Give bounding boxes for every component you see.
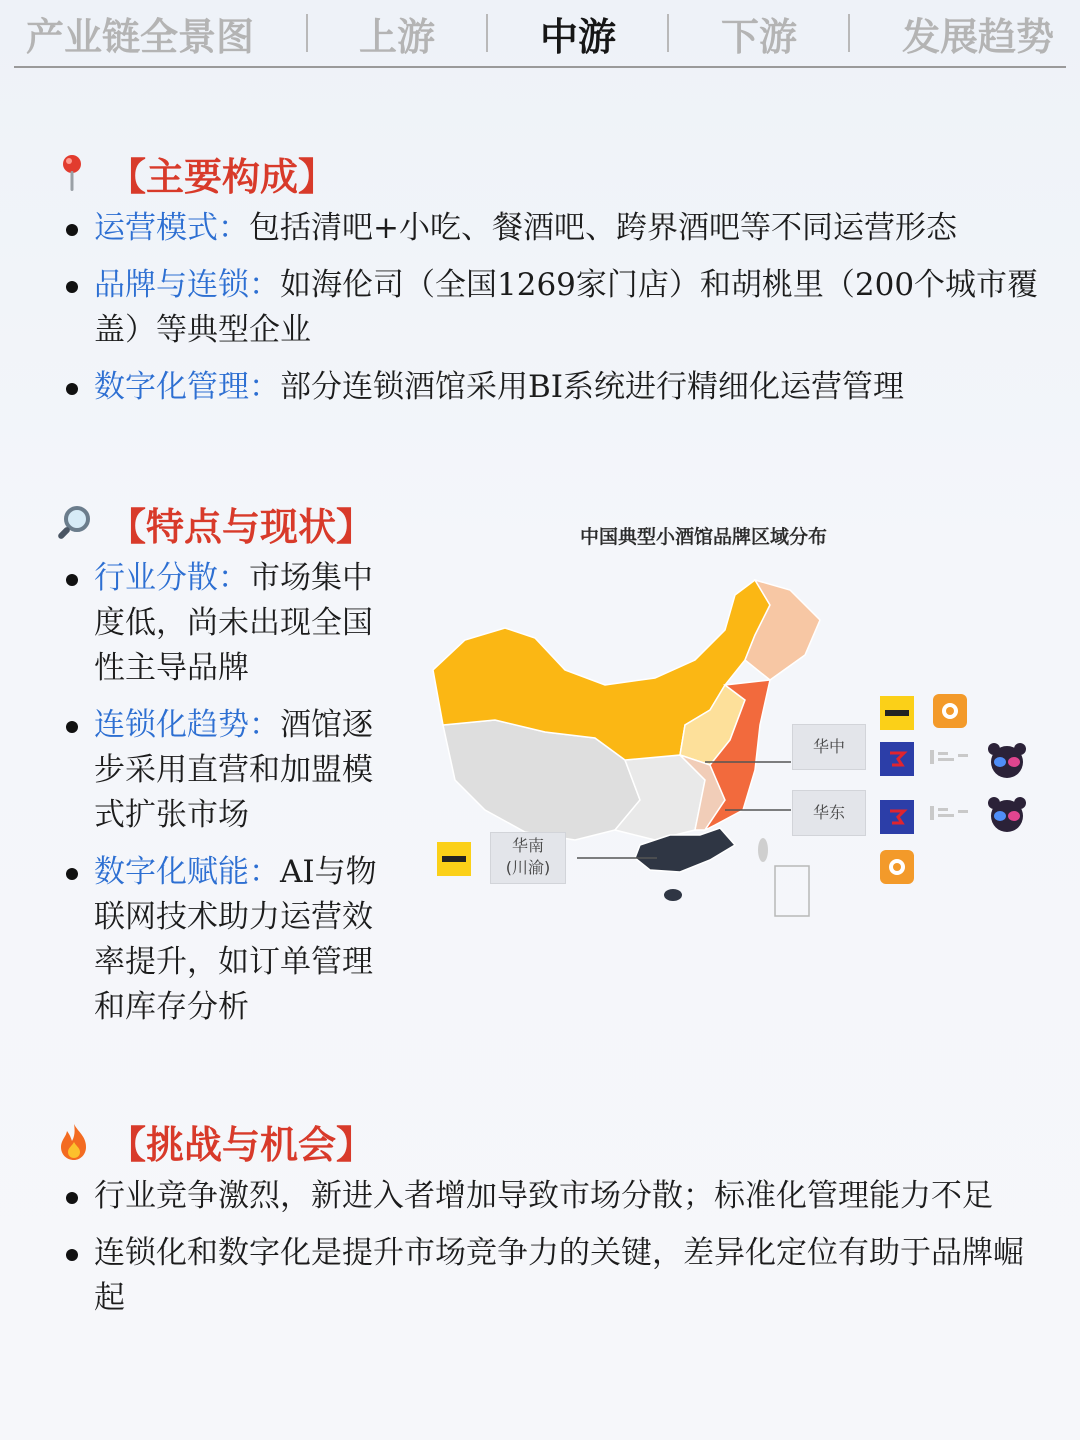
- bullet-keyword: 连锁化趋势：: [94, 707, 280, 743]
- south-sea-inset: [775, 866, 809, 916]
- tab-separator: [306, 14, 308, 52]
- brand-logo-bear: [985, 740, 1029, 780]
- list-item: 连锁化和数字化是提升市场竞争力的关键，差异化定位有助于品牌崛起: [58, 1231, 1048, 1321]
- map-title: 中国典型小酒馆品牌区域分布: [580, 526, 828, 548]
- section-title-composition: [52, 146, 336, 201]
- list-item: [58, 206, 1048, 251]
- brand-distribution-map: [425, 510, 1045, 940]
- brand-logo-yellow: [880, 696, 914, 730]
- bullet-text: AI与物联网技术助力运营效率提升，如订单管理和库存分析: [94, 854, 377, 1025]
- tab-industry-chain[interactable]: 产业链全景图: [26, 13, 255, 59]
- challenges-list: [58, 1174, 1048, 1333]
- section-title-challenges: [52, 1114, 374, 1169]
- tab-separator: [486, 14, 488, 52]
- pin-icon: [52, 152, 96, 196]
- list-item: [58, 365, 1048, 410]
- bullet-text: 部分连锁酒馆采用BI系统进行精细化运营管理: [280, 369, 905, 405]
- map-region-hainan: [664, 889, 682, 901]
- tab-separator: [667, 14, 669, 52]
- fire-icon: [52, 1120, 96, 1164]
- bullet-text: 市场集中度低，尚未出现全国性主导品牌: [94, 560, 373, 686]
- magnifier-icon: [52, 502, 96, 546]
- list-item: [58, 556, 393, 691]
- list-item: [58, 703, 393, 838]
- brand-logo-orange: [880, 850, 914, 884]
- bullet-keyword: 行业分散：: [94, 560, 249, 596]
- tab-bar: [14, 0, 1066, 68]
- section-title-status: [52, 496, 374, 551]
- brand-logo-blue: [880, 742, 914, 776]
- bullet-text: 包括清吧+小吃、餐酒吧、跨界酒吧等不同运营形态: [249, 210, 957, 246]
- brand-logo-text: [928, 744, 972, 774]
- brand-logo-bear: [985, 794, 1029, 834]
- tab-midstream[interactable]: 中游: [539, 13, 616, 59]
- region-label-central: 华中: [792, 724, 866, 770]
- bullet-keyword: 数字化赋能：: [94, 854, 280, 890]
- section-title-text: 【主要构成】: [108, 154, 337, 199]
- brand-logo-yellow: [437, 842, 471, 876]
- brand-logo-orange: [933, 694, 967, 728]
- section-title-text: 【特点与现状】: [108, 504, 375, 549]
- brand-logo-blue: [880, 800, 914, 834]
- bullet-keyword: 数字化管理：: [94, 369, 280, 405]
- region-label-east: 华东: [792, 790, 866, 836]
- bullet-text: 如海伦司（全国1269家门店）和胡桃里（200个城市覆盖）等典型企业: [94, 267, 1039, 348]
- section-title-text: 【挑战与机会】: [108, 1122, 375, 1167]
- brand-logo-text: [928, 800, 972, 830]
- composition-list: [58, 206, 1048, 422]
- list-item: [58, 263, 1048, 353]
- bullet-text: 酒馆逐步采用直营和加盟模式扩张市场: [94, 707, 373, 833]
- tab-upstream[interactable]: 上游: [358, 13, 435, 59]
- list-item: [58, 850, 393, 1030]
- list-item: 行业竞争激烈，新进入者增加导致市场分散；标准化管理能力不足: [58, 1174, 1048, 1219]
- region-label-south: 华南 (川渝): [490, 832, 566, 884]
- bullet-keyword: 品牌与连锁：: [94, 267, 280, 303]
- status-list: [58, 556, 393, 1042]
- tab-downstream[interactable]: 下游: [720, 13, 797, 59]
- bullet-keyword: 运营模式：: [94, 210, 249, 246]
- tab-trends[interactable]: 发展趋势: [901, 13, 1054, 59]
- tab-separator: [848, 14, 850, 52]
- map-region-taiwan: [758, 838, 768, 862]
